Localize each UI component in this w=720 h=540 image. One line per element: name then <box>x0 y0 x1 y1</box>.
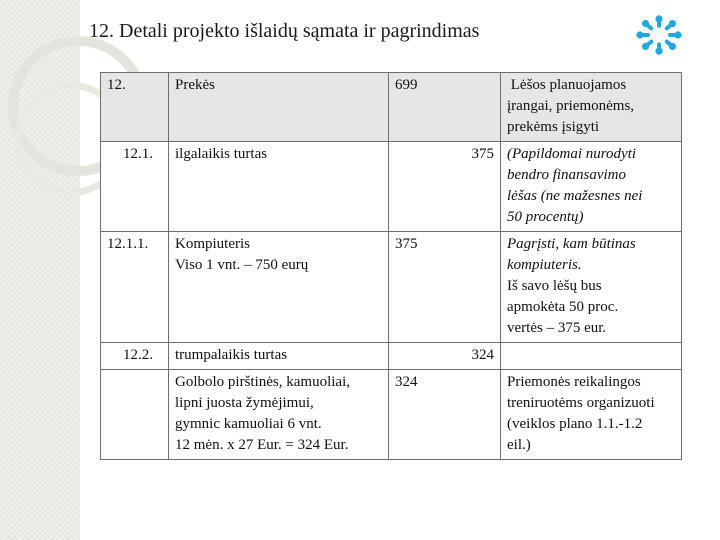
row-number-cell: 12.1.1. <box>101 232 169 343</box>
logo-person-body <box>667 25 671 28</box>
justification-line: Priemonės reikalingos <box>507 374 641 390</box>
item-line: Viso 1 vnt. – 750 eurų <box>175 257 309 273</box>
item-cell <box>169 142 389 232</box>
amount-value: 375 <box>471 146 494 162</box>
logo-person-body <box>667 42 671 45</box>
item-line: gymnic kamuoliai 6 vnt. <box>175 416 322 432</box>
people-circle-logo-icon <box>626 12 692 56</box>
justification-line: Pagrįsti, kam būtinas <box>507 236 636 252</box>
item-cell <box>169 73 389 142</box>
justification-line: prekėms įsigyti <box>507 119 600 135</box>
justification-line: apmokėta 50 proc. <box>507 299 619 315</box>
justification-cell <box>501 142 682 232</box>
slide-title: 12. Detali projekto išlaidų sąmata ir pagrindimas <box>89 20 480 42</box>
justification-cell <box>501 232 682 343</box>
item-cell <box>169 370 389 460</box>
table-row <box>101 370 682 460</box>
item-cell <box>169 232 389 343</box>
amount-value: 699 <box>395 77 418 93</box>
justification-line: treniruotėms organizuoti <box>507 395 655 411</box>
item-line: Golbolo pirštinės, kamuoliai, <box>175 374 350 390</box>
justification-line: kompiuteris. <box>507 257 582 273</box>
row-number-cell: 12. <box>101 73 169 142</box>
row-number-cell: 12.2. <box>101 343 169 370</box>
justification-line: vertės – 375 eur. <box>507 320 607 336</box>
item-line: ilgalaikis turtas <box>175 146 268 162</box>
amount-value: 375 <box>395 236 418 252</box>
logo-person-body <box>648 25 652 28</box>
amount-cell <box>389 142 501 232</box>
item-line: Prekės <box>175 77 215 93</box>
amount-cell <box>389 232 501 343</box>
amount-cell <box>389 370 501 460</box>
table-row <box>101 142 682 232</box>
justification-cell <box>501 370 682 460</box>
justification-cell <box>501 343 682 370</box>
row-number-cell: 12.1. <box>101 142 169 232</box>
table-row <box>101 343 682 370</box>
item-line: Kompiuteris <box>175 236 250 252</box>
amount-cell <box>389 343 501 370</box>
justification-line: lėšas (ne mažesnes nei <box>507 188 643 204</box>
justification-line: eil.) <box>507 437 531 453</box>
table-row <box>101 232 682 343</box>
amount-value: 324 <box>395 374 418 390</box>
amount-value: 324 <box>471 347 494 363</box>
amount-cell <box>389 73 501 142</box>
justification-line: (Papildomai nurodyti <box>507 146 637 162</box>
justification-cell <box>501 73 682 142</box>
item-line: trumpalaikis turtas <box>175 347 288 363</box>
row-number-cell <box>101 370 169 460</box>
table-row <box>101 73 682 142</box>
justification-line: Lėšos planuojamos <box>507 77 627 93</box>
justification-line: (veiklos plano 1.1.-1.2 <box>507 416 643 432</box>
item-line: 12 mėn. x 27 Eur. = 324 Eur. <box>175 437 349 453</box>
justification-line: 50 procentų) <box>507 209 584 225</box>
justification-line: įrangai, priemonėms, <box>507 98 635 114</box>
item-line: lipni juosta žymėjimui, <box>175 395 314 411</box>
logo-person-body <box>648 42 652 45</box>
justification-line: bendro finansavimo <box>507 167 627 183</box>
justification-line: Iš savo lėšų bus <box>507 278 602 294</box>
item-cell <box>169 343 389 370</box>
expense-table <box>100 72 682 460</box>
